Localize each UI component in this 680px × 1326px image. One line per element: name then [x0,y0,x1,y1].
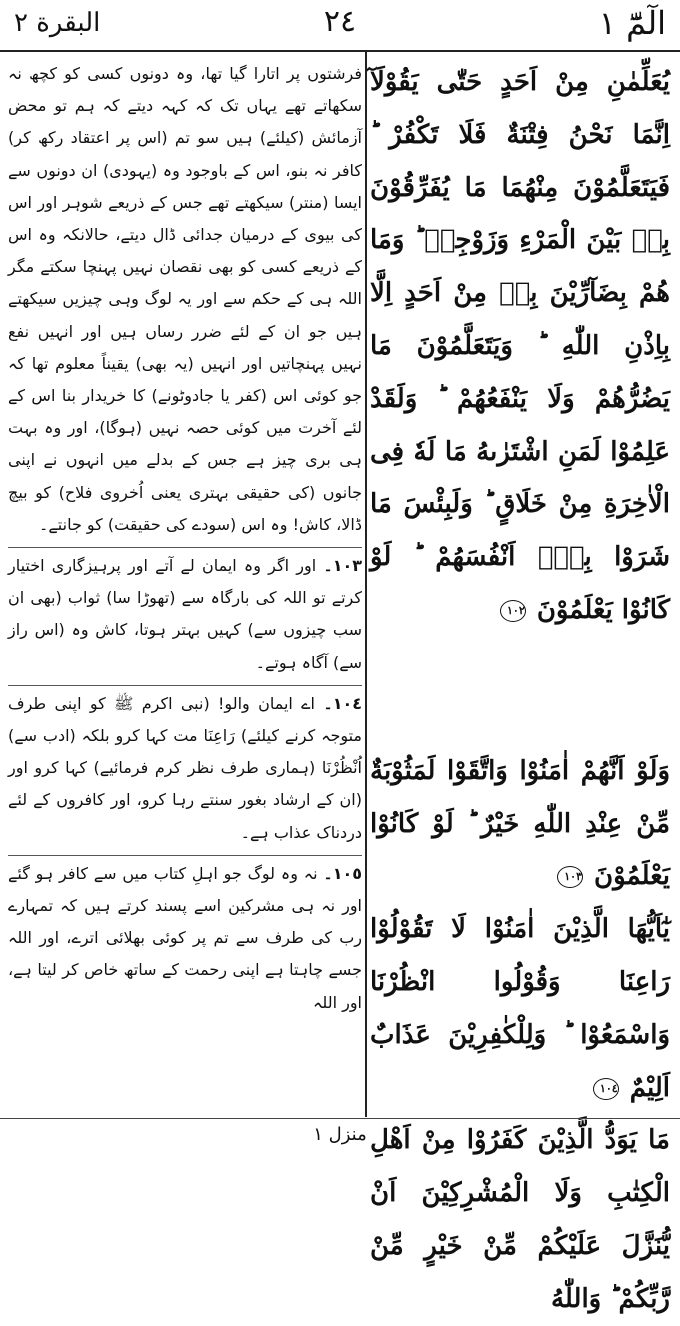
page-number: ٢٤ [323,4,357,39]
ayah-102-text: يُعَلِّمٰنِ مِنْ اَحَدٍ حَتّٰى يَقُوْلَآ اِنَّمَا نَحْنُ فِتْنَةٌ فَلَا تَكْفُرْ ؕ فَيَتَعَلَّمُوْنَ مِنْهُمَا مَا يُفَرِّقُوْنَ بِهٖ بَيْنَ الْمَرْءِ وَزَوْجِهٖ ؕ وَمَا هُمْ بِضَآرِّيْنَ بِهٖ مِنْ اَحَدٍ اِلَّا بِاِذْنِ اللّٰهِ ؕ وَيَتَعَلَّمُوْنَ مَا يَضُرُّهُمْ وَلَا يَنْفَعُهُمْ ؕ وَلَقَدْ عَلِمُوْا لَمَنِ اشْتَرٰىهُ مَا لَهٗ فِى الْاٰخِرَةِ مِنْ خَلَاقٍ ؕ وَلَبِئْسَ مَا شَرَوْا بِهٖۤ اَنْفُسَهُمْ ؕ لَوْ كَانُوْا يَعْلَمُوْنَ [370,67,670,625]
page-header [0,0,680,46]
ayah-105-text: مَا يَوَدُّ الَّذِيْنَ كَفَرُوْا مِنْ اَهْلِ الْكِتٰبِ وَلَا الْمُشْرِكِيْنَ اَنْ يُّنَزَّلَ عَلَيْكُمْ مِّنْ خَيْرٍ مِّنْ رَّبِّكُمْ ؕ وَاللّٰهُ [370,1125,670,1314]
ayah-103 [370,745,670,903]
translation-104 [8,685,362,849]
translation-105 [8,855,362,1019]
translation-103 [8,547,362,679]
ayah-103-text: وَلَوْ اَنَّهُمْ اٰمَنُوْا وَاتَّقَوْا لَمَثُوْبَةٌ مِّنْ عِنْدِ اللّٰهِ خَيْرٌ ؕ لَوْ كَانُوْا يَعْلَمُوْنَ [370,755,670,892]
ayah-number: ١٠٣۔ [323,556,363,576]
translation-103-text: اور اگر وہ ایمان لے آتے اور پرہیزگاری اختیار کرتے تو اللہ کی بارگاہ سے (تھوڑا سا) ثواب (بھی ان سب چیزوں سے) کہیں بہتر ہوتا، کاش وہ (اس راز سے) آگاہ ہوتے۔ [8,556,362,672]
ayah-104-text: يٰٓاَيُّهَا الَّذِيْنَ اٰمَنُوْا لَا تَقُوْلُوْا رَاعِنَا وَقُوْلُوا انْظُرْنَا وَاسْمَعُوْا ؕ وَلِلْكٰفِرِيْنَ عَذَابٌ اَلِيْمٌ [370,914,670,1103]
header-divider [0,50,680,52]
ayah-105 [370,1114,670,1325]
footer-divider [0,1118,680,1119]
ayah-end-marker: ١٠٣ [557,866,583,888]
ayah-number: ١٠٤۔ [323,693,362,713]
ayah-104 [370,903,670,1114]
column-divider [365,52,367,1117]
translation-104-text: اے ایمان والو! (نبی اکرم ﷺ کو اپنی طرف متوجہ کرنے کیلئے) رَاعِنَا مت کہا کرو بلکہ (ادب سے) اُنْظُرْنَا (ہماری طرف نظر کرم فرمائیے) کہا کرو اور (ان کے ارشاد بغور سنتے رہا کرو، اور کافروں کے لئے دردناک عذاب ہے۔ [8,693,362,842]
ayah-number: ١٠٥۔ [323,863,363,883]
surah-name: البقرة ٢ [14,8,101,38]
ayah-end-marker: ١٠٤ [593,1078,619,1100]
ayah-102 [370,56,670,637]
arabic-text-column [370,56,670,1314]
translation-105-text: نہ وہ لوگ جو اہلِ کتاب میں سے کافر ہو گئے اور نہ ہی مشرکین اسے پسند کرتے ہیں کہ تمہارے رب کی طرف سے تم پر کوئی بھلائی اترے، اور اللہ جسے چاہتا ہے اپنی رحمت کے ساتھ خاص کر لیتا ہے، اور اللہ [8,863,362,1012]
translation-column [8,58,362,1113]
ayah-end-marker: ١٠٢ [500,600,526,622]
translation-102: فرشتوں پر اتارا گیا تھا، وہ دونوں کسی کو کچھ نہ سکھاتے تھے یہاں تک کہ کہہ دیتے کہ ہم تو محض آزمائش (کیلئے) ہیں سو تم (اس پر اعتقاد رکھ کر) کافر نہ بنو، اس کے باوجود وہ (یہودی) ان دونوں سے ایسا (منتر) سیکھتے تھے جس کے ذریعے شوہر اور اس کی بیوی کے درمیان جدائی ڈال دیتے، حالانکہ وہ اس کے ذریعے کسی کو بھی نقصان نہیں پہنچا سکتے مگر اللہ ہی کے حکم سے اور یہ لوگ وہی چیزیں سیکھتے ہیں جو ان کے لئے ضرر رساں ہیں اور انہیں نفع نہیں پہنچاتیں اور انہیں (یہ بھی) یقیناً معلوم تھا کہ جو کوئی اس (کفر یا جادوٹونے) کا خریدار بنا اس کے لئے آخرت میں کوئی حصہ نہیں (ہوگا)، اور وہ بہت ہی بری چیز ہے جس کے بدلے میں انہوں نے اپنی جانوں (کی حقیقی بہتری یعنی اُخروی فلاح) کو بیچ ڈالا، کاش! وہ اس (سودے کی حقیقت) کو جانتے۔ [8,64,362,534]
para-name: الٓمّٓ ١ [598,4,666,42]
manzil-label: منزل ١ [313,1124,367,1145]
